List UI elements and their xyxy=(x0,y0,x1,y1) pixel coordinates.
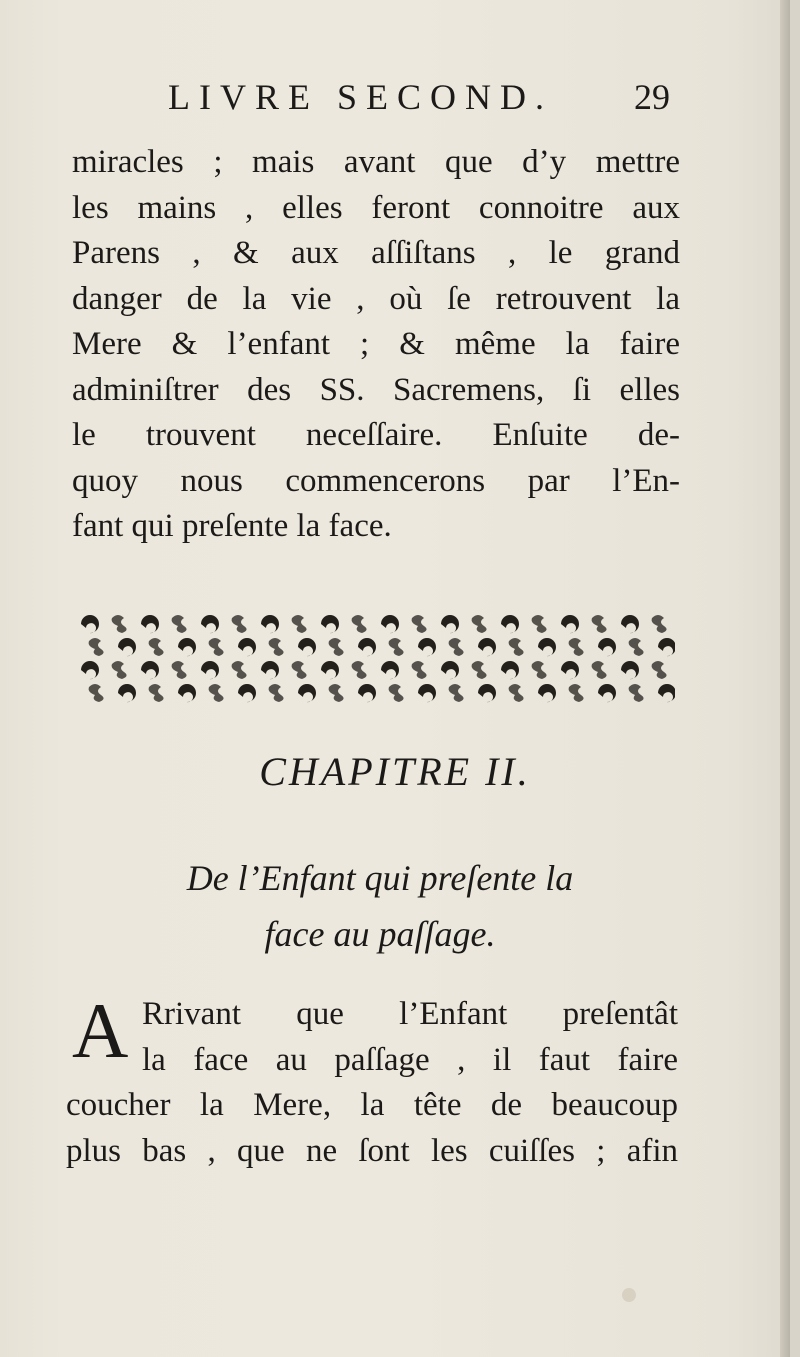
ornament-glyph xyxy=(298,684,316,702)
ornament-glyph xyxy=(532,615,547,633)
ornament-glyph xyxy=(538,638,556,656)
ornament-glyph xyxy=(329,638,344,656)
ornament-glyph xyxy=(232,615,247,633)
ornament-glyph xyxy=(118,638,136,656)
ornament-glyph xyxy=(389,638,404,656)
text-line: les mains , elles feront connoitre aux xyxy=(72,189,680,226)
ornament-glyph xyxy=(172,661,187,679)
ornament-glyph xyxy=(238,638,256,656)
ornament-glyph xyxy=(358,684,376,702)
ornament-glyph xyxy=(658,684,675,702)
page-number: 29 xyxy=(634,77,670,117)
ornament-glyph xyxy=(118,684,136,702)
ornament-glyph xyxy=(629,684,644,702)
ornament-glyph xyxy=(569,684,584,702)
ornament-glyph xyxy=(561,615,579,633)
ornament-glyph xyxy=(232,661,247,679)
ornament-glyph xyxy=(89,684,104,702)
ornament-glyph xyxy=(598,684,616,702)
ornament-glyph xyxy=(141,661,159,679)
text-line: quoy nous commencerons par l’En- xyxy=(72,462,680,499)
ornament-glyph xyxy=(418,684,436,702)
paper-spot xyxy=(622,1288,636,1302)
ornament-glyph xyxy=(178,684,196,702)
ornament-glyph xyxy=(149,684,164,702)
ornament-glyph xyxy=(538,684,556,702)
ornament-glyph xyxy=(201,661,219,679)
ornament-glyph xyxy=(441,661,459,679)
ornament-glyph xyxy=(418,638,436,656)
body-text xyxy=(72,140,680,550)
ornament-glyph xyxy=(321,615,339,633)
ornament-glyph xyxy=(532,661,547,679)
running-head xyxy=(120,76,680,126)
ornament-glyph xyxy=(472,661,487,679)
ornament-glyph xyxy=(321,661,339,679)
ornament-glyph xyxy=(89,638,104,656)
ornament-glyph xyxy=(149,638,164,656)
ornament-glyph xyxy=(298,638,316,656)
ornament-glyph xyxy=(412,615,427,633)
ornament-glyph xyxy=(201,615,219,633)
ornament-glyph xyxy=(358,638,376,656)
chapter-subtitle-line: De l’Enfant qui preſente la xyxy=(186,858,574,898)
ornament-glyph xyxy=(449,684,464,702)
ornament-glyph xyxy=(292,661,307,679)
ornament-glyph xyxy=(329,684,344,702)
ornament-glyph xyxy=(261,615,279,633)
text-line: danger de la vie , où ſe retrouvent la xyxy=(72,280,680,317)
text-line: Rrivant que l’Enfant preſentât xyxy=(142,996,678,1032)
ornament-glyph xyxy=(501,661,519,679)
ornament-glyph xyxy=(238,684,256,702)
ornament-band xyxy=(75,612,675,704)
ornament-glyph xyxy=(598,638,616,656)
ornament-glyph xyxy=(81,661,99,679)
ornament-glyph xyxy=(141,615,159,633)
ornament-glyph xyxy=(172,615,187,633)
text-line: miracles ; mais avant que d’y mettre xyxy=(72,144,680,180)
chapter-subtitle-line: face au paſſage. xyxy=(264,914,496,954)
ornament-glyph xyxy=(209,684,224,702)
running-head-title: LIVRE SECOND. xyxy=(168,77,553,117)
text-line: le trouvent neceſſaire. Enſuite de- xyxy=(72,417,680,453)
ornament-glyph xyxy=(441,615,459,633)
page-edge xyxy=(780,0,790,1357)
ornament-glyph xyxy=(569,638,584,656)
ornament-glyph xyxy=(472,615,487,633)
ornament-glyph xyxy=(412,661,427,679)
ornament-glyph xyxy=(561,661,579,679)
ornament-glyph xyxy=(478,638,496,656)
ornament-glyph xyxy=(449,638,464,656)
ornament-glyph xyxy=(621,661,639,679)
ornament-glyph xyxy=(501,615,519,633)
chapter-heading: CHAPITRE II. xyxy=(259,749,531,794)
ornament-glyph xyxy=(209,638,224,656)
drop-cap: A xyxy=(72,987,129,1074)
ornament-glyph xyxy=(621,615,639,633)
ornament-glyph xyxy=(658,638,675,656)
ornament-glyph xyxy=(509,684,524,702)
ornament-glyph xyxy=(509,638,524,656)
ornament-glyph xyxy=(592,615,607,633)
text-line: Mere & l’enfant ; & même la faire xyxy=(72,326,680,362)
ornament-glyph xyxy=(178,638,196,656)
text-line: coucher la Mere, la tête de beaucoup xyxy=(66,1087,678,1123)
text-line: adminiſtrer des SS. Sacremens, ſi elles xyxy=(72,371,680,408)
ornament-glyph xyxy=(352,615,367,633)
paragraph xyxy=(66,987,678,1174)
ornament-glyph xyxy=(81,615,99,633)
ornament-glyph xyxy=(292,615,307,633)
ornament-glyph xyxy=(352,661,367,679)
text-line: fant qui preſente la face. xyxy=(72,508,392,544)
ornament-glyph xyxy=(261,661,279,679)
text-line: Parens , & aux aſſiſtans , le grand xyxy=(72,235,680,271)
ornament-glyph xyxy=(269,684,284,702)
ornament-glyph xyxy=(381,615,399,633)
text-line: la face au paſſage , il faut faire xyxy=(142,1041,678,1078)
ornament-glyph xyxy=(389,684,404,702)
ornament-glyph xyxy=(112,661,127,679)
ornament-glyph xyxy=(652,661,667,679)
ornament-glyph xyxy=(652,615,667,633)
ornament-glyph xyxy=(478,684,496,702)
ornament-glyph xyxy=(629,638,644,656)
ornament-glyph xyxy=(592,661,607,679)
chapter-subtitle xyxy=(0,850,760,962)
ornament-glyph xyxy=(381,661,399,679)
ornament-glyph xyxy=(112,615,127,633)
ornament-glyph xyxy=(269,638,284,656)
text-line: plus bas , que ne ſont les cuiſſes ; afin xyxy=(66,1132,678,1169)
